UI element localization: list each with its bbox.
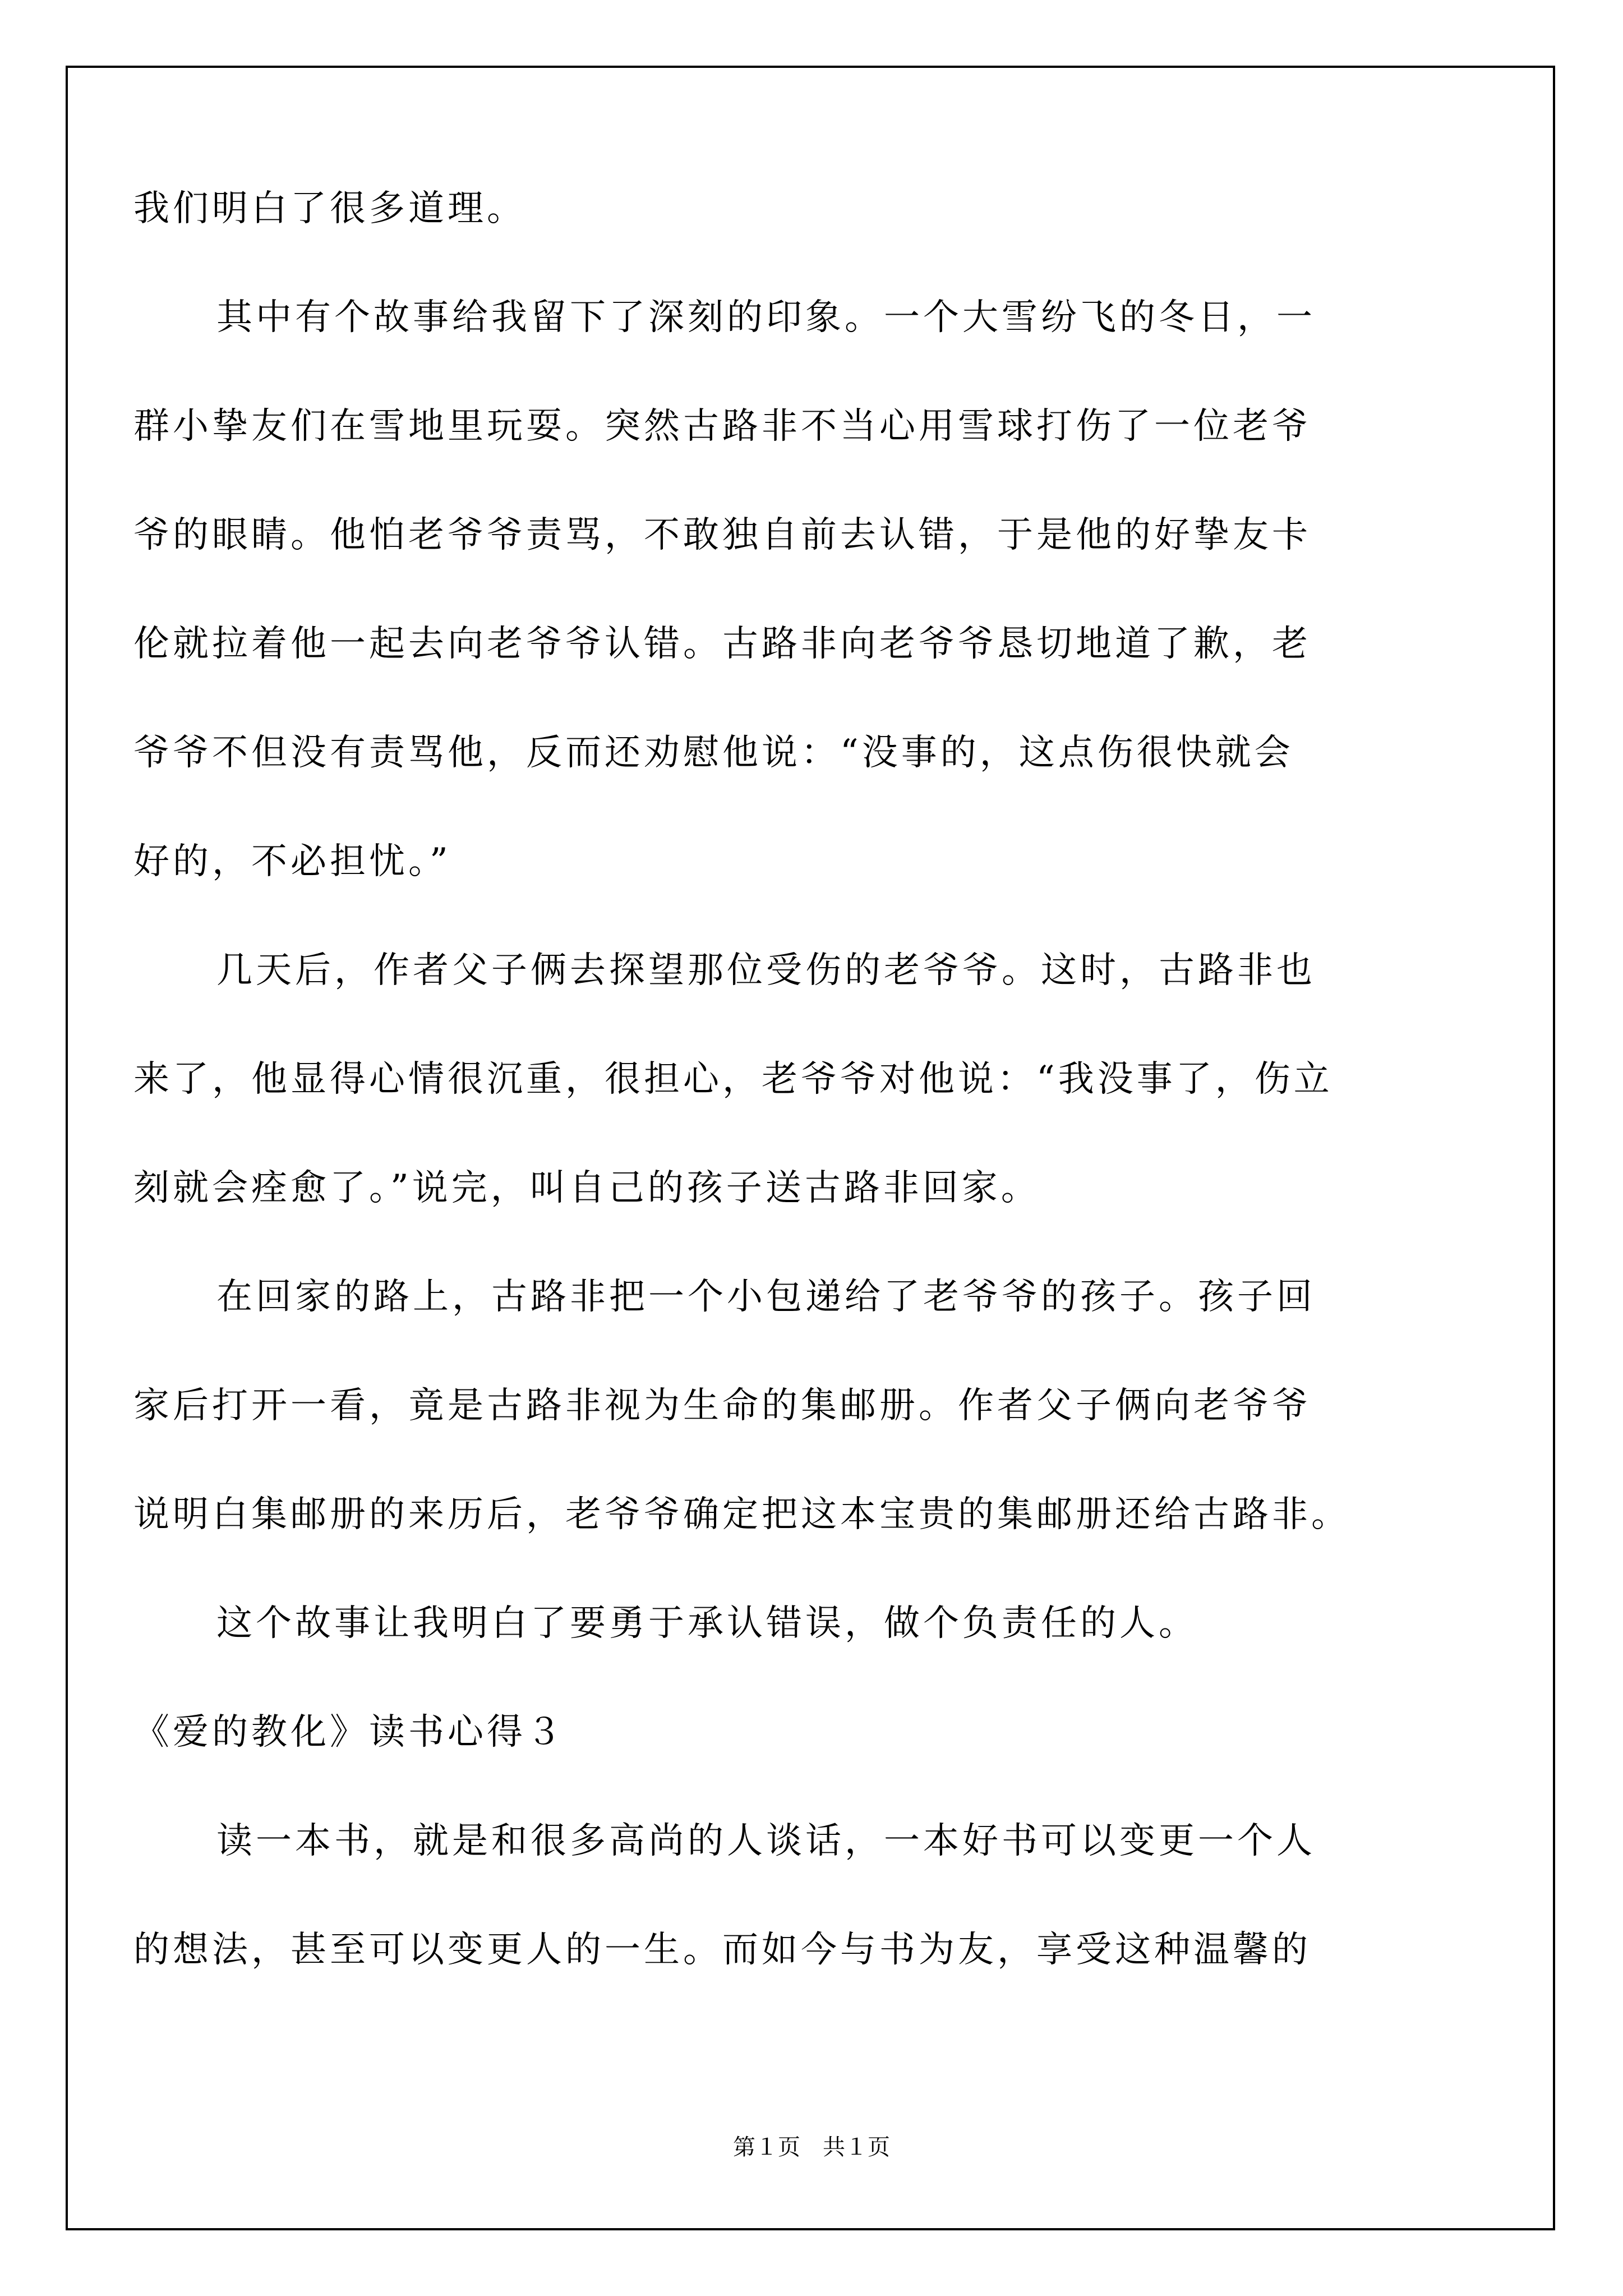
- text-line: 在回家的路上，古路非把一个小包递给了老爷爷的孩子。孩子回: [216, 1276, 1316, 1318]
- text-line: 群小挚友们在雪地里玩耍。突然古路非不当心用雪球打伤了一位老爷: [133, 406, 1311, 447]
- text-line: 这个故事让我明白了要勇于承认错误，做个负责任的人。: [216, 1603, 1198, 1644]
- text-line: 伦就拉着他一起去向老爷爷认错。古路非向老爷爷恳切地道了歉，老: [133, 623, 1311, 665]
- text-line: 我们明白了很多道理。: [133, 188, 526, 229]
- document-body: [133, 188, 1490, 2041]
- text-line: 爷爷不但没有责骂他，反而还劝慰他说：“没事的，这点伤很快就会: [133, 732, 1294, 774]
- text-line: 说明白集邮册的来历后，老爷爷确定把这本宝贵的集邮册还给古路非。: [133, 1494, 1350, 1535]
- text-line: 读一本书，就是和很多高尚的人谈话，一本好书可以变更一个人: [216, 1820, 1316, 1862]
- section-heading: 《爱的教化》读书心得３: [133, 1711, 565, 1753]
- text-line: 其中有个故事给我留下了深刻的印象。一个大雪纷飞的冬日，一: [216, 297, 1316, 338]
- text-line: 刻就会痊愈了。”说完，叫自己的孩子送古路非回家。: [133, 1167, 1040, 1209]
- text-line: 几天后，作者父子俩去探望那位受伤的老爷爷。这时，古路非也: [216, 950, 1316, 991]
- text-line: 好的，不必担忧。”: [133, 841, 451, 882]
- text-line: 家后打开一看，竟是古路非视为生命的集邮册。作者父子俩向老爷爷: [133, 1385, 1311, 1427]
- page-footer: 第１页 共１页: [733, 2134, 890, 2160]
- text-line: 来了，他显得心情很沉重，很担心，老爷爷对他说：“我没事了，伤立: [133, 1059, 1333, 1100]
- text-line: 爷的眼睛。他怕老爷爷责骂，不敢独自前去认错，于是他的好挚友卡: [133, 514, 1311, 556]
- text-line: 的想法，甚至可以变更人的一生。而如今与书为友，享受这种温馨的: [133, 1929, 1311, 1971]
